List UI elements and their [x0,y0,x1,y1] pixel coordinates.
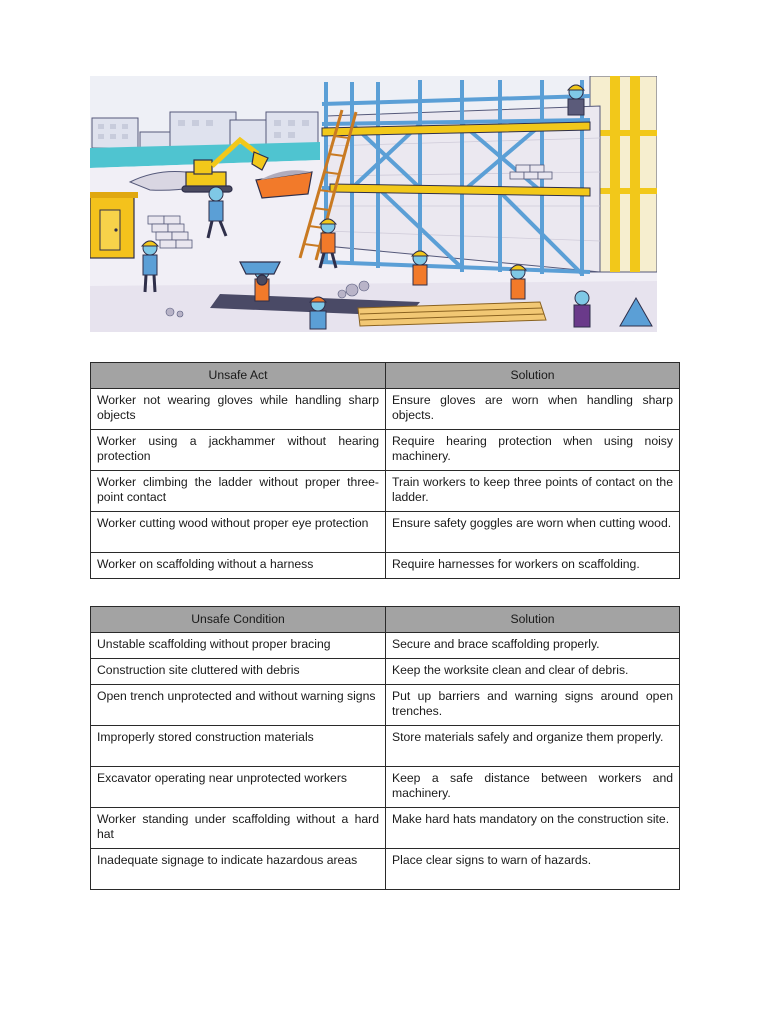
table-row [91,808,680,849]
unsafe-condition-cell: Unstable scaffolding without proper bracing [91,633,386,659]
unsafe-conditions-table [90,606,680,890]
solution-cell: Place clear signs to warn of hazards. [386,849,680,890]
unsafe-condition-cell: Excavator operating near unprotected workers [91,767,386,808]
table-header-row [91,363,680,389]
construction-site-illustration [90,76,657,332]
column-header-solution: Solution [386,607,680,633]
unsafe-acts-table [90,362,680,579]
table-row [91,512,680,553]
solution-cell: Ensure gloves are worn when handling sharp objects. [386,389,680,430]
unsafe-condition-cell: Worker standing under scaffolding without a hard hat [91,808,386,849]
table-row [91,633,680,659]
unsafe-act-cell: Worker on scaffolding without a harness [91,553,386,579]
table-row [91,659,680,685]
solution-cell: Train workers to keep three points of contact on the ladder. [386,471,680,512]
unsafe-condition-cell: Improperly stored construction materials [91,726,386,767]
solution-cell: Require harnesses for workers on scaffolding. [386,553,680,579]
column-header-unsafe-act: Unsafe Act [91,363,386,389]
construction-scene-drawing [90,76,657,332]
table-row [91,553,680,579]
solution-cell: Keep a safe distance between workers and machinery. [386,767,680,808]
solution-cell: Secure and brace scaffolding properly. [386,633,680,659]
unsafe-act-cell: Worker not wearing gloves while handling sharp objects [91,389,386,430]
unsafe-act-cell: Worker cutting wood without proper eye protection [91,512,386,553]
unsafe-act-cell: Worker using a jackhammer without hearing protection [91,430,386,471]
column-header-solution: Solution [386,363,680,389]
solution-cell: Require hearing protection when using noisy machinery. [386,430,680,471]
table-header-row [91,607,680,633]
solution-cell: Store materials safely and organize them properly. [386,726,680,767]
solution-cell: Put up barriers and warning signs around open trenches. [386,685,680,726]
table-row [91,726,680,767]
table-row [91,849,680,890]
yellow-shed [90,192,138,258]
solution-cell: Make hard hats mandatory on the construction site. [386,808,680,849]
table-row [91,471,680,512]
table-row [91,767,680,808]
unsafe-condition-cell: Construction site cluttered with debris [91,659,386,685]
unsafe-condition-cell: Open trench unprotected and without warning signs [91,685,386,726]
unsafe-act-cell: Worker climbing the ladder without proper three-point contact [91,471,386,512]
solution-cell: Keep the worksite clean and clear of debris. [386,659,680,685]
unsafe-condition-cell: Inadequate signage to indicate hazardous areas [91,849,386,890]
solution-cell: Ensure safety goggles are worn when cutting wood. [386,512,680,553]
table-row [91,430,680,471]
table-row [91,685,680,726]
table-row [91,389,680,430]
column-header-unsafe-condition: Unsafe Condition [91,607,386,633]
